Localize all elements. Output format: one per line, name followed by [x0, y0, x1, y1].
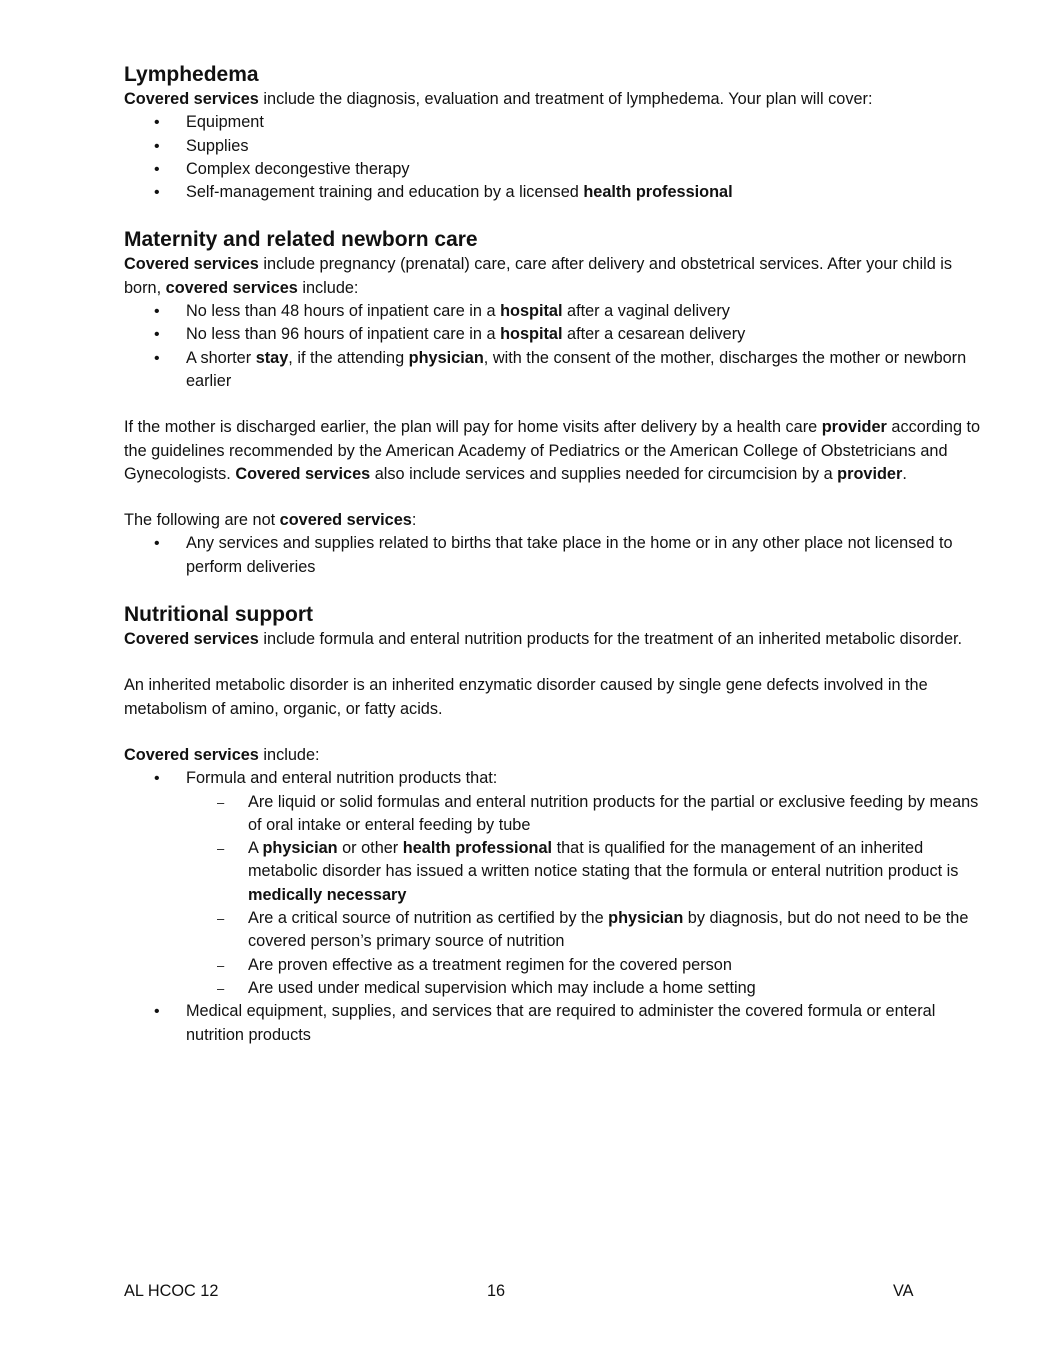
para-text: also include services and supplies needed for circumcision by a — [370, 464, 838, 483]
term-bold: hospital — [500, 325, 563, 344]
item-text: No less than 96 hours of inpatient care in a — [186, 325, 501, 344]
item-text: , if the attending — [288, 348, 409, 367]
sub-list — [186, 791, 990, 1001]
list-item: • Complex decongestive therapy — [124, 158, 990, 181]
section-lymphedema — [124, 62, 990, 204]
nutrition-list — [124, 767, 990, 1047]
term-bold: covered services — [165, 278, 298, 297]
item-text: A — [248, 839, 263, 858]
term-bold: provider — [837, 464, 903, 483]
item-text: No less than 48 hours of inpatient care in a — [186, 302, 501, 321]
para-text: : — [411, 511, 417, 530]
not-covered-intro — [124, 509, 990, 532]
term-bold: Covered services — [124, 255, 259, 274]
term-bold: physician — [262, 839, 338, 858]
list-item — [124, 767, 990, 1000]
item-text: after a cesarean delivery — [562, 325, 746, 344]
sub-list-item: – Are proven effective as a treatment regimen for the covered person — [186, 954, 990, 977]
section-intro — [124, 88, 990, 111]
term-bold: health professional — [583, 183, 733, 202]
definition-paragraph: An inherited metabolic disorder is an inherited enzymatic disorder caused by single gene defects involved in the metabolism of amino, organic, or fatty acids. — [124, 676, 928, 718]
list-item: • Medical equipment, supplies, and services that are required to administer the covered formula or enteral nutrition products — [124, 1000, 990, 1047]
term-bold: physician — [408, 348, 484, 367]
list-item — [124, 347, 990, 394]
item-text: that is qualified for the management of an inherited metabolic disorder has issued a written notice stating that the formula or enteral nutrition product is — [248, 839, 959, 881]
term-bold: Covered services — [124, 90, 259, 108]
list-item: • Any services and supplies related to births that take place in the home or in any other place not licensed to perform deliveries — [124, 532, 990, 579]
section-heading: Lymphedema — [124, 63, 259, 86]
term-bold: stay — [255, 348, 289, 367]
footer-state-code: VA — [893, 1282, 914, 1300]
term-bold: Covered services — [124, 630, 259, 649]
term-bold: Covered services — [124, 745, 259, 764]
term-bold: medically necessary — [248, 885, 407, 904]
para-text: . — [902, 464, 907, 483]
intro-text: include formula and enteral nutrition products for the treatment of an inherited metabolic disorder. — [258, 630, 963, 649]
item-text: A shorter — [186, 348, 256, 367]
list-item — [124, 300, 990, 323]
list-item: • Equipment — [124, 111, 990, 134]
item-text: after a vaginal delivery — [562, 302, 730, 321]
term-bold: physician — [608, 909, 684, 928]
item-text: , with the consent of the mother, discharges the mother or newborn earlier — [186, 348, 967, 390]
not-covered-list — [124, 532, 990, 579]
para-text: include: — [258, 745, 320, 764]
section-heading: Nutritional support — [124, 603, 313, 627]
item-text: Are a critical source of nutrition as certified by the — [248, 909, 609, 928]
term-bold: hospital — [500, 302, 563, 321]
para-text: according to the guidelines recommended by the American Academy of Pediatrics or the American College of Obstetricians and Gynecologists. — [124, 418, 981, 483]
term-bold: provider — [821, 418, 887, 437]
list-item: • Supplies — [124, 135, 990, 158]
sub-list-item — [186, 837, 990, 907]
covered-intro — [124, 744, 990, 767]
intro-text: include pregnancy (prenatal) care, care after delivery and obstetrical services. After your child is born, — [124, 255, 953, 297]
section-nutritional-support — [124, 602, 990, 1047]
section-intro — [124, 253, 990, 300]
discharge-paragraph — [124, 416, 990, 486]
document-page — [124, 62, 990, 1047]
item-text: or other — [337, 839, 403, 858]
sub-list-item: – Are used under medical supervision which may include a home setting — [186, 977, 990, 1000]
intro-text: include: — [297, 278, 359, 297]
list-item — [124, 323, 990, 346]
item-text: Formula and enteral nutrition products that: — [186, 769, 498, 788]
term-bold: Covered services — [235, 464, 371, 483]
section-intro — [124, 628, 990, 651]
item-text: by diagnosis, but do not need to be the covered person’s primary source of nutrition — [248, 909, 969, 951]
term-bold: covered services — [279, 511, 412, 530]
maternity-list — [124, 300, 990, 393]
para-text: The following are not — [124, 511, 280, 530]
sub-list-item: – Are liquid or solid formulas and enteral nutrition products for the partial or exclusive feeding by means of oral intake or enteral feeding by tube — [186, 791, 990, 838]
footer-page-number: 16 — [487, 1282, 506, 1300]
term-bold: health professional — [402, 839, 553, 858]
section-maternity — [124, 227, 990, 579]
list-item — [124, 181, 990, 204]
section-heading: Maternity and related newborn care — [124, 228, 478, 252]
item-text: Self-management training and education by a licensed — [186, 183, 584, 202]
para-text: If the mother is discharged earlier, the plan will pay for home visits after delivery by a health care — [124, 418, 822, 437]
footer-document-code: AL HCOC 12 — [124, 1282, 219, 1300]
intro-text: include the diagnosis, evaluation and treatment of lymphedema. Your plan will cover: — [258, 90, 873, 108]
sub-list-item — [186, 907, 990, 954]
lymphedema-list — [124, 111, 990, 204]
